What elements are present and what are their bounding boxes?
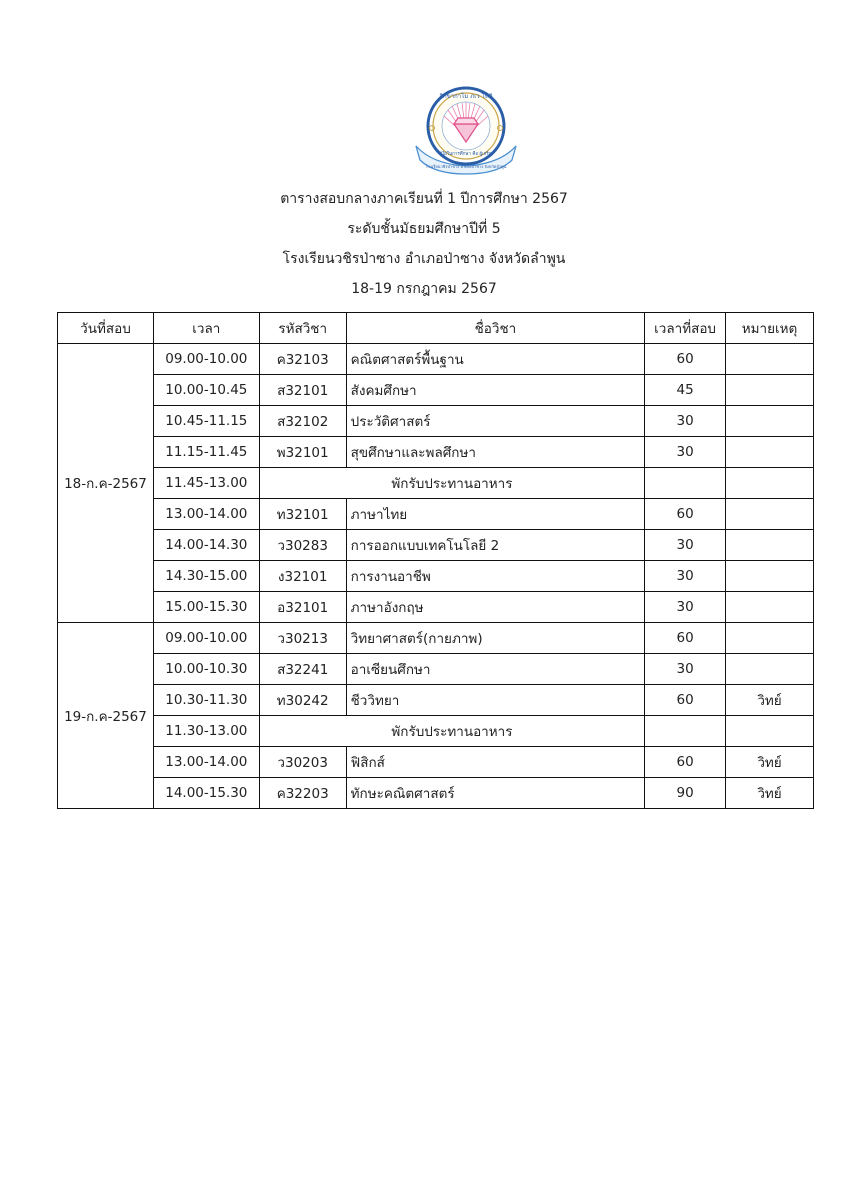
time-cell: 10.00-10.45 <box>153 375 259 406</box>
note-cell <box>726 592 814 623</box>
code-cell: ส32102 <box>259 406 346 437</box>
emblem-inner-text: ผู้ใฝ่ในการศึกษา คือ ผู้เจริญ <box>439 152 493 157</box>
col-header-duration: เวลาที่สอบ <box>645 313 726 344</box>
duration-cell: 60 <box>645 344 726 375</box>
duration-cell: 60 <box>645 623 726 654</box>
time-cell: 15.00-15.30 <box>153 592 259 623</box>
code-cell: ท32101 <box>259 499 346 530</box>
time-cell: 10.30-11.30 <box>153 685 259 716</box>
subject-cell: วิทยาศาสตร์(กายภาพ) <box>346 623 645 654</box>
document-header <box>0 184 848 304</box>
time-cell: 09.00-10.00 <box>153 344 259 375</box>
note-cell: วิทย์ <box>726 747 814 778</box>
subject-cell: ชีววิทยา <box>346 685 645 716</box>
duration-cell: 30 <box>645 406 726 437</box>
code-cell: ค32103 <box>259 344 346 375</box>
duration-cell <box>645 716 726 747</box>
note-cell <box>726 344 814 375</box>
subject-cell: ประวัติศาสตร์ <box>346 406 645 437</box>
subject-cell: คณิตศาสตร์พื้นฐาน <box>346 344 645 375</box>
time-cell: 09.00-10.00 <box>153 623 259 654</box>
table-row <box>58 592 814 623</box>
code-cell: ส32101 <box>259 375 346 406</box>
note-cell <box>726 406 814 437</box>
subject-cell: ภาษาไทย <box>346 499 645 530</box>
table-header-row <box>58 313 814 344</box>
duration-cell: 45 <box>645 375 726 406</box>
time-cell: 11.30-13.00 <box>153 716 259 747</box>
code-cell: ส32241 <box>259 654 346 685</box>
note-cell <box>726 654 814 685</box>
table-row <box>58 654 814 685</box>
duration-cell: 30 <box>645 561 726 592</box>
table-row <box>58 530 814 561</box>
col-header-subject: ชื่อวิชา <box>346 313 645 344</box>
note-cell <box>726 375 814 406</box>
table-row <box>58 499 814 530</box>
code-cell: ว30283 <box>259 530 346 561</box>
note-cell <box>726 716 814 747</box>
time-cell: 11.15-11.45 <box>153 437 259 468</box>
subject-cell: การออกแบบเทคโนโลยี 2 <box>346 530 645 561</box>
subject-cell: สังคมศึกษา <box>346 375 645 406</box>
subject-cell: การงานอาชีพ <box>346 561 645 592</box>
time-cell: 13.00-14.00 <box>153 747 259 778</box>
table-row <box>58 685 814 716</box>
table-row <box>58 747 814 778</box>
grade-level: ระดับชั้นมัธยมศึกษาปีที่ 5 <box>347 221 501 237</box>
table-row <box>58 375 814 406</box>
duration-cell: 30 <box>645 592 726 623</box>
emblem-motto: สิกขากาโม ภเว โหติ <box>439 93 493 100</box>
exam-title: ตารางสอบกลางภาคเรียนที่ 1 ปีการศึกษา 2567 <box>280 191 568 207</box>
duration-cell: 60 <box>645 747 726 778</box>
table-row <box>58 623 814 654</box>
school-emblem-icon <box>412 84 520 176</box>
time-cell: 14.30-15.00 <box>153 561 259 592</box>
subject-cell: สุขศึกษาและพลศึกษา <box>346 437 645 468</box>
time-cell: 10.45-11.15 <box>153 406 259 437</box>
lunch-break-cell: พักรับประทานอาหาร <box>259 468 644 499</box>
exam-date-cell: 18-ก.ค-2567 <box>58 344 154 623</box>
table-row <box>58 344 814 375</box>
code-cell: ว30213 <box>259 623 346 654</box>
note-cell <box>726 561 814 592</box>
code-cell: ง32101 <box>259 561 346 592</box>
code-cell: อ32101 <box>259 592 346 623</box>
col-header-date: วันที่สอบ <box>58 313 154 344</box>
table-row-break <box>58 716 814 747</box>
code-cell: ท30242 <box>259 685 346 716</box>
col-header-note: หมายเหตุ <box>726 313 814 344</box>
note-cell <box>726 437 814 468</box>
code-cell: พ32101 <box>259 437 346 468</box>
note-cell <box>726 623 814 654</box>
code-cell: ว30203 <box>259 747 346 778</box>
table-row <box>58 778 814 809</box>
time-cell: 14.00-14.30 <box>153 530 259 561</box>
col-header-code: รหัสวิชา <box>259 313 346 344</box>
subject-cell: ทักษะคณิตศาสตร์ <box>346 778 645 809</box>
exam-date-cell: 19-ก.ค-2567 <box>58 623 154 809</box>
time-cell: 11.45-13.00 <box>153 468 259 499</box>
note-cell <box>726 499 814 530</box>
school-emblem-graphic <box>412 84 520 176</box>
table-row-break <box>58 468 814 499</box>
note-cell: วิทย์ <box>726 685 814 716</box>
duration-cell: 60 <box>645 685 726 716</box>
note-cell <box>726 530 814 561</box>
exam-dates: 18-19 กรกฎาคม 2567 <box>351 281 497 297</box>
emblem-ribbon-text: โรงเรียนวชิรป่าซาง อำเภอป่าซาง จังหวัดลำพูน <box>425 164 507 169</box>
note-cell <box>726 468 814 499</box>
subject-cell: ฟิสิกส์ <box>346 747 645 778</box>
table-row <box>58 406 814 437</box>
lunch-break-cell: พักรับประทานอาหาร <box>259 716 644 747</box>
exam-schedule-table <box>57 312 814 809</box>
duration-cell: 60 <box>645 499 726 530</box>
duration-cell: 30 <box>645 654 726 685</box>
table-row <box>58 561 814 592</box>
duration-cell: 90 <box>645 778 726 809</box>
col-header-time: เวลา <box>153 313 259 344</box>
note-cell: วิทย์ <box>726 778 814 809</box>
table-row <box>58 437 814 468</box>
duration-cell: 30 <box>645 530 726 561</box>
subject-cell: ภาษาอังกฤษ <box>346 592 645 623</box>
subject-cell: อาเซียนศึกษา <box>346 654 645 685</box>
code-cell: ค32203 <box>259 778 346 809</box>
time-cell: 10.00-10.30 <box>153 654 259 685</box>
school-name: โรงเรียนวชิรป่าซาง อำเภอป่าซาง จังหวัดลำพูน <box>282 251 566 267</box>
duration-cell: 30 <box>645 437 726 468</box>
time-cell: 13.00-14.00 <box>153 499 259 530</box>
duration-cell <box>645 468 726 499</box>
time-cell: 14.00-15.30 <box>153 778 259 809</box>
